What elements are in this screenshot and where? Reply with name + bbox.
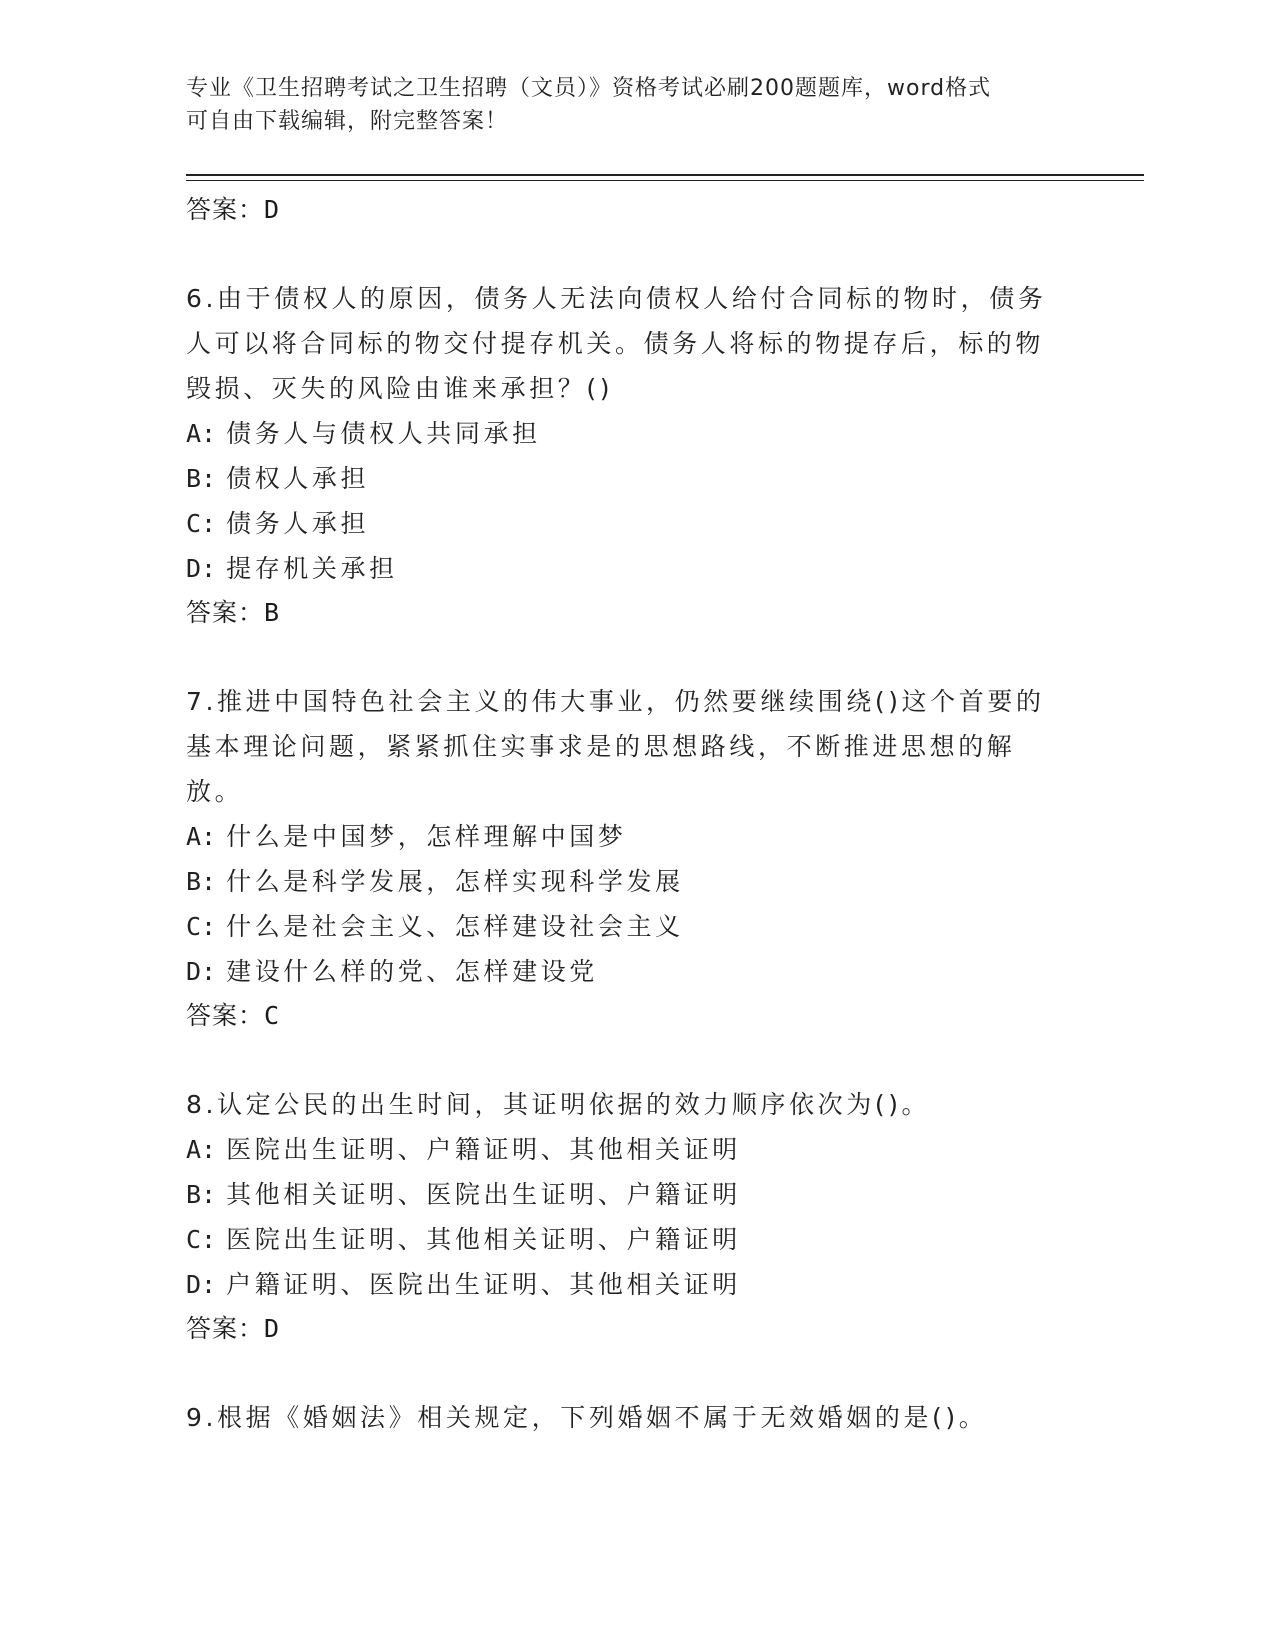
option-letter: B:: [186, 1180, 217, 1209]
option-b: [186, 456, 1066, 501]
option-text: 其他相关证明、医院出生证明、户籍证明: [226, 1180, 741, 1209]
document-header: [186, 72, 1066, 138]
option-text: 建设什么样的党、怎样建设党: [226, 957, 598, 986]
header-line-1: 专业《卫生招聘考试之卫生招聘（文员）》资格考试必刷200题题库，word格式: [186, 76, 992, 101]
question-text: 9.根据《婚姻法》相关规定，下列婚姻不属于无效婚姻的是()。: [186, 1403, 988, 1432]
option-letter: D:: [186, 1270, 217, 1299]
header-divider-thin: [186, 180, 1144, 181]
option-letter: D:: [186, 554, 217, 583]
option-text: 什么是社会主义、怎样建设社会主义: [226, 912, 684, 941]
header-line-2: 可自由下载编辑，附完整答案！: [186, 109, 509, 134]
option-d: [186, 1262, 1066, 1307]
spacer: [186, 1351, 1066, 1395]
question-text: 6.由于债权人的原因，债务人无法向债权人给付合同标的物时，债务人可以将合同标的物交付提存机关。债务人将标的物提存后，标的物毁损、灭失的风险由谁来承担？(): [186, 284, 1047, 403]
option-letter: D:: [186, 957, 217, 986]
option-letter: B:: [186, 464, 217, 493]
question-block-6: [186, 276, 1066, 635]
answer-value: B: [264, 598, 281, 627]
option-letter: C:: [186, 912, 217, 941]
answer-value: D: [264, 1314, 281, 1343]
answer-value: C: [264, 1001, 281, 1030]
answer-label: 答案：: [186, 598, 265, 627]
option-c: [186, 904, 1066, 949]
answer-label: 答案：: [186, 195, 265, 224]
option-text: 医院出生证明、其他相关证明、户籍证明: [226, 1225, 741, 1254]
option-b: [186, 1172, 1066, 1217]
option-d: [186, 546, 1066, 591]
answer-label: 答案：: [186, 1314, 265, 1343]
option-c: [186, 501, 1066, 546]
question-text: 8.认定公民的出生时间，其证明依据的效力顺序依次为()。: [186, 1090, 931, 1119]
answer-line: [186, 591, 1066, 635]
option-text: 什么是中国梦，怎样理解中国梦: [226, 822, 627, 851]
option-text: 提存机关承担: [226, 554, 398, 583]
option-c: [186, 1217, 1066, 1262]
header-divider-thick: [186, 174, 1144, 176]
option-text: 债务人承担: [226, 509, 370, 538]
option-text: 债务人与债权人共同承担: [226, 419, 541, 448]
option-letter: C:: [186, 1225, 217, 1254]
option-letter: A:: [186, 822, 217, 851]
option-a: [186, 814, 1066, 859]
question-text: 7.推进中国特色社会主义的伟大事业，仍然要继续围绕()这个首要的基本理论问题，紧紧抓住实事求是的思想路线，不断推进思想的解放。: [186, 687, 1045, 806]
answer-label: 答案：: [186, 1001, 265, 1030]
option-d: [186, 949, 1066, 994]
option-a: [186, 411, 1066, 456]
option-text: 户籍证明、医院出生证明、其他相关证明: [226, 1270, 741, 1299]
answer-line-prev: [186, 188, 1066, 232]
answer-line: [186, 994, 1066, 1038]
spacer: [186, 1038, 1066, 1082]
option-letter: A:: [186, 1135, 217, 1164]
answer-line: [186, 1307, 1066, 1351]
option-b: [186, 859, 1066, 904]
option-letter: C:: [186, 509, 217, 538]
question-block-9: [186, 1395, 1066, 1440]
option-letter: A:: [186, 419, 217, 448]
question-block-7: [186, 679, 1066, 1038]
spacer: [186, 635, 1066, 679]
option-text: 什么是科学发展，怎样实现科学发展: [226, 867, 684, 896]
option-text: 医院出生证明、户籍证明、其他相关证明: [226, 1135, 741, 1164]
option-a: [186, 1127, 1066, 1172]
option-letter: B:: [186, 867, 217, 896]
question-block-8: [186, 1082, 1066, 1351]
spacer: [186, 232, 1066, 276]
option-text: 债权人承担: [226, 464, 370, 493]
question-list: [186, 188, 1066, 1440]
answer-value: D: [264, 195, 281, 224]
